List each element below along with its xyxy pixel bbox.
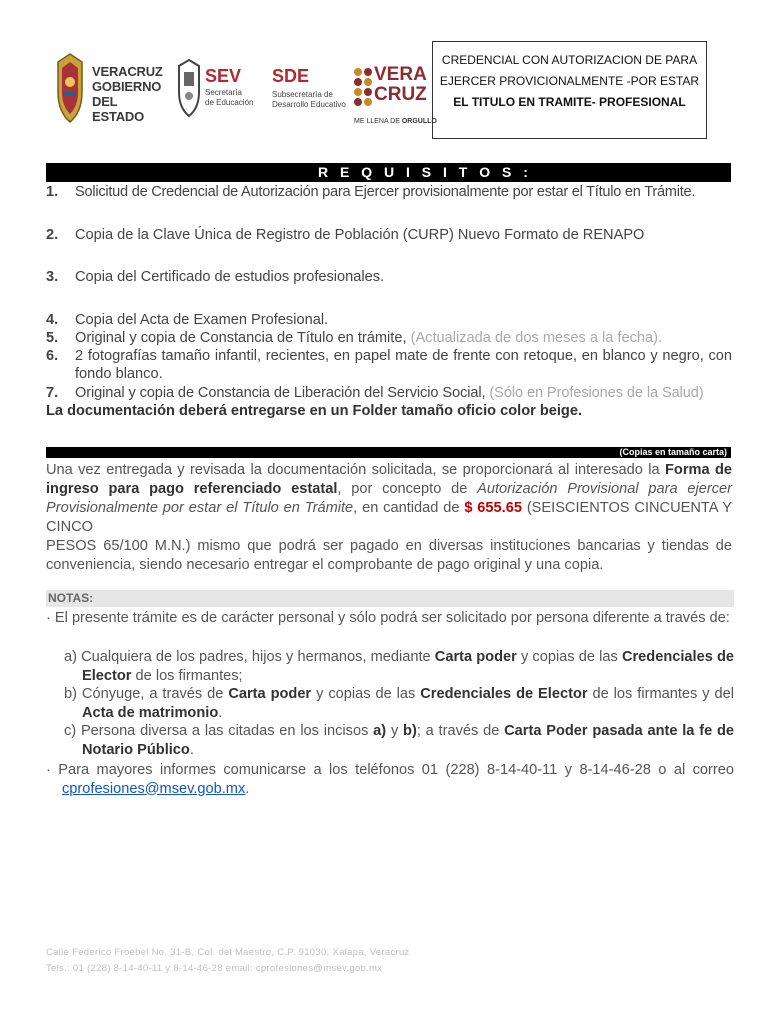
sev-sub: de Educación [205, 98, 254, 107]
notas-heading: NOTAS: [48, 591, 94, 605]
footer-address: Calle Federico Froebel No. 31-B, Col. del Maestro, C.P. 91030, Xalapa, Veracruz [46, 947, 410, 958]
folder-note: La documentación deberá entregarse en un Folder tamaño oficio color beige. [46, 403, 583, 419]
sde-sub: Desarrollo Educativo [272, 100, 346, 109]
logo-sde [272, 66, 352, 116]
sde-sub: Subsecretaría de [272, 90, 333, 99]
sde-acronym: SDE [272, 66, 310, 86]
title-line: EJERCER PROVICIONALMENTE -POR ESTAR [439, 74, 700, 88]
nota-inciso-c: c) Persona diversa a las citadas en los incisos a) y b); a través de Carta Poder pasada ante la fe de Notario Público. [64, 723, 735, 758]
requisitos-heading: R E Q U I S I T O S : [318, 164, 532, 180]
logo-gobierno-veracruz [52, 52, 163, 128]
nota-inciso-a: a) Cualquiera de los padres, hijos y hermanos, mediante Carta poder y copias de las Credenciales de Elector de los firmantes; [64, 649, 734, 684]
requirement-item: 4. Copia del Acta de Examen Profesional. [46, 312, 329, 328]
sev-acronym: SEV [205, 66, 242, 86]
logo-veracruz-me-llena [352, 60, 437, 130]
sev-sub: Secretaría [205, 88, 242, 97]
grape-pattern-icon [352, 66, 374, 110]
requirement-item: 7. Original y copia de Constancia de Liberación del Servicio Social, (Sólo en Profesiones de la Salud) [46, 385, 704, 401]
brand-word: VERA [374, 64, 427, 85]
requirement-item: 1. Solicitud de Credencial de Autorización para Ejercer provisionalmente por estar el Título en Trámite. [46, 184, 696, 200]
copias-bar [46, 447, 731, 458]
payment-paragraph: Una vez entregada y revisada la documentación solicitada, se proporcionará al interesado la Forma de ingreso para pago referenciado estatal, por concepto de Autorización Provisional para ejercer Provisionalmente por estar el Título en Trámite, en cantidad de $ 655.65 (SEISCIENTOS CINCUENTA Y CINCO PESOS 65/100 M.N.) mismo que podrá ser pagado en diversas instituciones bancarias y tiendas de conveniencia, siendo necesario entregar el comprobante de pago original y una copia. [46, 462, 732, 573]
title-line: CREDENCIAL CON AUTORIZACION DE PARA [441, 53, 698, 67]
coat-of-arms-icon [52, 52, 88, 124]
requirement-item: 3. Copia del Certificado de estudios profesionales. [46, 269, 385, 285]
nota-inciso-b: b) Cónyuge, a través de Carta poder y copias de las Credenciales de Elector de los firmantes y del Acta de matrimonio. [64, 686, 734, 721]
amount: $ 655.65 [464, 500, 522, 516]
requisitos-heading-bar [46, 163, 731, 182]
title-line: EL TITULO EN TRAMITE- PROFESIONAL [453, 95, 686, 109]
footer [46, 945, 410, 977]
requirement-item: 5. Original y copia de Constancia de Título en trámite, (Actualizada de dos meses a la fecha). [46, 330, 663, 346]
logo-sev [175, 58, 255, 118]
sev-emblem-icon [175, 58, 203, 118]
logo-line: VERACRUZ [92, 64, 163, 79]
document-title-box [432, 41, 707, 139]
logo-line: GOBIERNO [92, 79, 162, 94]
copias-label: (Copias en tamaño carta) [619, 447, 727, 457]
requirement-item: 6. 2 fotografías tamaño infantil, recientes, en papel mate de frente con retoque, en blanco y negro, con fondo blanco. [46, 348, 732, 382]
notas-heading-bar [46, 590, 734, 607]
brand-tagline: ME LLENA DE ORGULLO [354, 118, 437, 125]
footer-contact: Tels.: 01 (228) 8-14-40-11 y 8-14-46-28 email: cprofesiones@msev.gob.mx [46, 963, 383, 974]
logo-line: DEL ESTADO [92, 94, 145, 124]
brand-word: CRUZ [374, 84, 427, 105]
nota-2: · Para mayores informes comunicarse a los teléfonos 01 (228) 8-14-40-11 y 8-14-46-28 o al correo cprofesiones@msev.gob.mx. [46, 762, 734, 797]
nota-1: · El presente trámite es de carácter personal y sólo podrá ser solicitado por persona diferente a través de: [46, 610, 730, 626]
email-link[interactable]: cprofesiones@msev.gob.mx [62, 780, 246, 797]
requirement-item: 2. Copia de la Clave Única de Registro de Población (CURP) Nuevo Formato de RENAPO [46, 227, 645, 243]
